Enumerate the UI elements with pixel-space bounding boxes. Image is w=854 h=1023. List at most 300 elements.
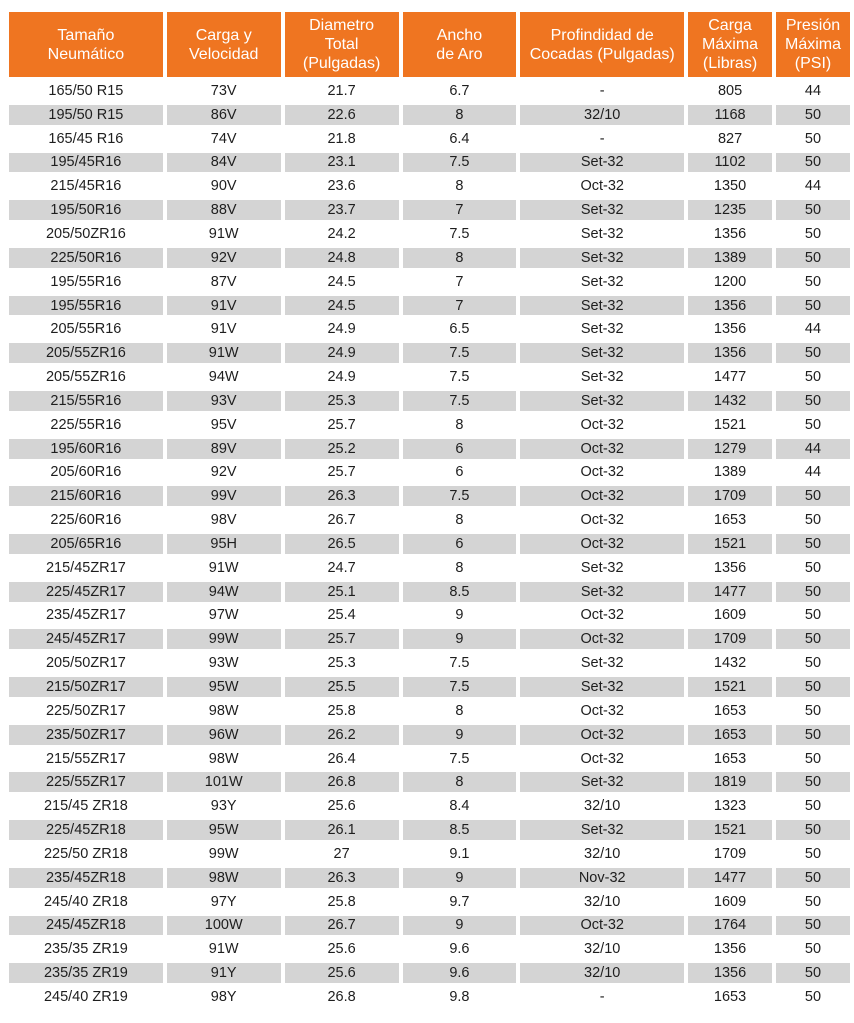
cell-rim-width: 9.6: [403, 963, 517, 983]
cell-diameter: 24.9: [285, 319, 399, 339]
cell-tire-size: 205/50ZR17: [9, 653, 163, 673]
cell-max-pressure: 50: [776, 749, 850, 769]
cell-rim-width: 8.4: [403, 796, 517, 816]
cell-diameter: 25.7: [285, 415, 399, 435]
cell-tread-depth: Set-32: [520, 248, 684, 268]
cell-tread-depth: Oct-32: [520, 510, 684, 530]
cell-rim-width: 8.5: [403, 582, 517, 602]
cell-tire-size: 245/40 ZR18: [9, 892, 163, 912]
cell-tread-depth: 32/10: [520, 105, 684, 125]
cell-max-pressure: 50: [776, 844, 850, 864]
cell-tread-depth: Oct-32: [520, 463, 684, 483]
cell-rim-width: 7: [403, 272, 517, 292]
table-row: [9, 892, 850, 912]
cell-tire-size: 165/50 R15: [9, 81, 163, 101]
cell-load-speed: 91V: [167, 296, 281, 316]
cell-max-load: 1102: [688, 153, 772, 173]
cell-max-pressure: 50: [776, 772, 850, 792]
table-row: [9, 343, 850, 363]
cell-max-load: 1764: [688, 916, 772, 936]
cell-max-pressure: 50: [776, 677, 850, 697]
table-row: [9, 463, 850, 483]
cell-rim-width: 7.5: [403, 653, 517, 673]
cell-load-speed: 91V: [167, 319, 281, 339]
cell-rim-width: 9.6: [403, 939, 517, 959]
cell-tire-size: 205/55R16: [9, 319, 163, 339]
cell-max-pressure: 50: [776, 963, 850, 983]
cell-rim-width: 8.5: [403, 820, 517, 840]
cell-max-pressure: 44: [776, 463, 850, 483]
table-row: [9, 987, 850, 1007]
cell-max-load: 827: [688, 129, 772, 149]
cell-max-pressure: 50: [776, 725, 850, 745]
cell-diameter: 27: [285, 844, 399, 864]
cell-load-speed: 100W: [167, 916, 281, 936]
cell-max-pressure: 50: [776, 796, 850, 816]
table-row: [9, 319, 850, 339]
cell-max-load: 1709: [688, 629, 772, 649]
cell-tire-size: 225/55ZR17: [9, 772, 163, 792]
table-row: [9, 582, 850, 602]
cell-rim-width: 9: [403, 916, 517, 936]
cell-diameter: 25.4: [285, 606, 399, 626]
cell-load-speed: 98W: [167, 749, 281, 769]
cell-tire-size: 195/55R16: [9, 272, 163, 292]
table-row: [9, 749, 850, 769]
cell-load-speed: 94W: [167, 367, 281, 387]
cell-rim-width: 8: [403, 176, 517, 196]
cell-rim-width: 8: [403, 510, 517, 530]
cell-max-load: 1432: [688, 653, 772, 673]
cell-diameter: 24.5: [285, 296, 399, 316]
cell-rim-width: 6.5: [403, 319, 517, 339]
cell-tread-depth: 32/10: [520, 963, 684, 983]
cell-diameter: 26.3: [285, 486, 399, 506]
cell-max-load: 1200: [688, 272, 772, 292]
cell-max-load: 1653: [688, 510, 772, 530]
cell-tire-size: 195/60R16: [9, 439, 163, 459]
header-row: [9, 12, 850, 77]
cell-tire-size: 215/45 ZR18: [9, 796, 163, 816]
cell-rim-width: 9: [403, 629, 517, 649]
table-row: [9, 677, 850, 697]
cell-tire-size: 205/55ZR16: [9, 343, 163, 363]
cell-max-pressure: 50: [776, 653, 850, 673]
cell-tread-depth: Oct-32: [520, 749, 684, 769]
table-body: [9, 81, 850, 1007]
cell-load-speed: 91W: [167, 939, 281, 959]
cell-load-speed: 93V: [167, 391, 281, 411]
cell-diameter: 26.7: [285, 510, 399, 530]
cell-tire-size: 165/45 R16: [9, 129, 163, 149]
cell-load-speed: 87V: [167, 272, 281, 292]
cell-max-pressure: 50: [776, 200, 850, 220]
cell-load-speed: 99V: [167, 486, 281, 506]
table-row: [9, 701, 850, 721]
cell-tread-depth: Set-32: [520, 772, 684, 792]
cell-load-speed: 91W: [167, 343, 281, 363]
cell-max-load: 1653: [688, 701, 772, 721]
cell-max-load: 1389: [688, 248, 772, 268]
cell-tread-depth: Oct-32: [520, 176, 684, 196]
cell-load-speed: 91W: [167, 558, 281, 578]
cell-max-load: 1168: [688, 105, 772, 125]
cell-max-load: 1356: [688, 939, 772, 959]
cell-max-load: 1609: [688, 892, 772, 912]
cell-tread-depth: Set-32: [520, 319, 684, 339]
table-row: [9, 629, 850, 649]
cell-tread-depth: Set-32: [520, 653, 684, 673]
cell-max-pressure: 50: [776, 939, 850, 959]
cell-diameter: 25.8: [285, 701, 399, 721]
cell-max-pressure: 50: [776, 343, 850, 363]
cell-diameter: 25.1: [285, 582, 399, 602]
table-row: [9, 105, 850, 125]
cell-tire-size: 205/50ZR16: [9, 224, 163, 244]
cell-max-pressure: 50: [776, 820, 850, 840]
cell-diameter: 25.6: [285, 939, 399, 959]
cell-rim-width: 6: [403, 534, 517, 554]
cell-max-load: 1350: [688, 176, 772, 196]
cell-diameter: 25.8: [285, 892, 399, 912]
table-row: [9, 248, 850, 268]
cell-max-load: 1356: [688, 319, 772, 339]
cell-max-pressure: 50: [776, 391, 850, 411]
cell-diameter: 24.8: [285, 248, 399, 268]
cell-rim-width: 9.1: [403, 844, 517, 864]
cell-max-pressure: 50: [776, 701, 850, 721]
cell-tread-depth: Oct-32: [520, 439, 684, 459]
cell-rim-width: 7.5: [403, 749, 517, 769]
cell-max-load: 1477: [688, 582, 772, 602]
cell-rim-width: 7.5: [403, 486, 517, 506]
cell-diameter: 25.7: [285, 629, 399, 649]
cell-max-load: 1653: [688, 749, 772, 769]
cell-max-pressure: 50: [776, 510, 850, 530]
cell-max-load: 1279: [688, 439, 772, 459]
cell-max-load: 805: [688, 81, 772, 101]
cell-diameter: 25.6: [285, 796, 399, 816]
cell-tire-size: 215/45ZR17: [9, 558, 163, 578]
cell-diameter: 21.8: [285, 129, 399, 149]
cell-rim-width: 6.4: [403, 129, 517, 149]
cell-max-load: 1356: [688, 558, 772, 578]
cell-max-pressure: 50: [776, 129, 850, 149]
cell-rim-width: 9: [403, 606, 517, 626]
cell-tread-depth: Set-32: [520, 582, 684, 602]
cell-rim-width: 8: [403, 701, 517, 721]
cell-diameter: 26.8: [285, 987, 399, 1007]
cell-tire-size: 195/50 R15: [9, 105, 163, 125]
table-row: [9, 606, 850, 626]
cell-load-speed: 90V: [167, 176, 281, 196]
cell-load-speed: 98W: [167, 701, 281, 721]
cell-load-speed: 97W: [167, 606, 281, 626]
cell-load-speed: 89V: [167, 439, 281, 459]
cell-rim-width: 6.7: [403, 81, 517, 101]
cell-tread-depth: Oct-32: [520, 534, 684, 554]
cell-load-speed: 95W: [167, 677, 281, 697]
cell-tread-depth: Set-32: [520, 200, 684, 220]
cell-diameter: 24.7: [285, 558, 399, 578]
cell-tread-depth: 32/10: [520, 844, 684, 864]
cell-load-speed: 94W: [167, 582, 281, 602]
table-row: [9, 534, 850, 554]
cell-tread-depth: Set-32: [520, 367, 684, 387]
cell-tire-size: 215/55R16: [9, 391, 163, 411]
cell-max-pressure: 50: [776, 272, 850, 292]
table-row: [9, 176, 850, 196]
table-row: [9, 725, 850, 745]
cell-max-pressure: 50: [776, 987, 850, 1007]
table-row: [9, 510, 850, 530]
cell-tread-depth: Set-32: [520, 391, 684, 411]
cell-max-load: 1356: [688, 296, 772, 316]
cell-tread-depth: Oct-32: [520, 725, 684, 745]
cell-max-load: 1477: [688, 367, 772, 387]
cell-max-pressure: 44: [776, 176, 850, 196]
cell-diameter: 25.2: [285, 439, 399, 459]
cell-max-load: 1709: [688, 486, 772, 506]
cell-load-speed: 92V: [167, 463, 281, 483]
cell-load-speed: 88V: [167, 200, 281, 220]
cell-tire-size: 235/50ZR17: [9, 725, 163, 745]
cell-tread-depth: Set-32: [520, 558, 684, 578]
cell-tire-size: 245/45ZR17: [9, 629, 163, 649]
table-row: [9, 224, 850, 244]
cell-tire-size: 245/40 ZR19: [9, 987, 163, 1007]
cell-max-load: 1477: [688, 868, 772, 888]
table-row: [9, 200, 850, 220]
cell-rim-width: 9.8: [403, 987, 517, 1007]
table-row: [9, 844, 850, 864]
cell-diameter: 25.7: [285, 463, 399, 483]
cell-tread-depth: Set-32: [520, 272, 684, 292]
cell-tread-depth: Nov-32: [520, 868, 684, 888]
cell-tread-depth: 32/10: [520, 892, 684, 912]
cell-max-load: 1521: [688, 534, 772, 554]
cell-load-speed: 92V: [167, 248, 281, 268]
cell-diameter: 21.7: [285, 81, 399, 101]
cell-max-pressure: 50: [776, 486, 850, 506]
cell-max-pressure: 50: [776, 248, 850, 268]
cell-load-speed: 74V: [167, 129, 281, 149]
cell-max-pressure: 50: [776, 892, 850, 912]
cell-diameter: 26.2: [285, 725, 399, 745]
cell-max-load: 1653: [688, 987, 772, 1007]
cell-load-speed: 96W: [167, 725, 281, 745]
cell-max-load: 1432: [688, 391, 772, 411]
header-overall-diameter: Diametro Total (Pulgadas): [285, 12, 399, 77]
header-tire-size: Tamaño Neumático: [9, 12, 163, 77]
cell-tread-depth: Set-32: [520, 153, 684, 173]
cell-load-speed: 98V: [167, 510, 281, 530]
cell-tread-depth: Set-32: [520, 343, 684, 363]
cell-diameter: 25.5: [285, 677, 399, 697]
cell-load-speed: 93Y: [167, 796, 281, 816]
table-row: [9, 820, 850, 840]
cell-tire-size: 235/45ZR17: [9, 606, 163, 626]
table-row: [9, 868, 850, 888]
cell-diameter: 24.5: [285, 272, 399, 292]
cell-load-speed: 73V: [167, 81, 281, 101]
table-row: [9, 939, 850, 959]
cell-rim-width: 7.5: [403, 367, 517, 387]
cell-tire-size: 215/55ZR17: [9, 749, 163, 769]
cell-diameter: 23.7: [285, 200, 399, 220]
cell-tread-depth: Oct-32: [520, 701, 684, 721]
cell-tread-depth: Set-32: [520, 224, 684, 244]
cell-max-pressure: 44: [776, 319, 850, 339]
cell-tread-depth: Oct-32: [520, 415, 684, 435]
cell-max-load: 1356: [688, 224, 772, 244]
cell-diameter: 25.3: [285, 391, 399, 411]
cell-load-speed: 95H: [167, 534, 281, 554]
cell-load-speed: 98W: [167, 868, 281, 888]
cell-tread-depth: -: [520, 129, 684, 149]
cell-tire-size: 215/60R16: [9, 486, 163, 506]
cell-rim-width: 7.5: [403, 343, 517, 363]
cell-max-pressure: 44: [776, 439, 850, 459]
cell-max-pressure: 50: [776, 534, 850, 554]
cell-max-load: 1323: [688, 796, 772, 816]
cell-load-speed: 84V: [167, 153, 281, 173]
table-row: [9, 558, 850, 578]
cell-tire-size: 205/55ZR16: [9, 367, 163, 387]
cell-tread-depth: Oct-32: [520, 606, 684, 626]
cell-max-load: 1389: [688, 463, 772, 483]
cell-max-load: 1521: [688, 415, 772, 435]
cell-load-speed: 98Y: [167, 987, 281, 1007]
cell-max-load: 1521: [688, 677, 772, 697]
cell-tread-depth: Set-32: [520, 820, 684, 840]
cell-max-load: 1653: [688, 725, 772, 745]
cell-tread-depth: Oct-32: [520, 629, 684, 649]
cell-rim-width: 8: [403, 248, 517, 268]
cell-tire-size: 245/45ZR18: [9, 916, 163, 936]
cell-max-pressure: 50: [776, 296, 850, 316]
cell-diameter: 23.1: [285, 153, 399, 173]
table-row: [9, 486, 850, 506]
table-row: [9, 153, 850, 173]
cell-diameter: 26.3: [285, 868, 399, 888]
cell-diameter: 26.8: [285, 772, 399, 792]
cell-max-pressure: 44: [776, 81, 850, 101]
table-row: [9, 963, 850, 983]
cell-tire-size: 225/55R16: [9, 415, 163, 435]
cell-rim-width: 8: [403, 558, 517, 578]
cell-max-pressure: 50: [776, 153, 850, 173]
cell-max-load: 1819: [688, 772, 772, 792]
cell-tire-size: 235/35 ZR19: [9, 963, 163, 983]
cell-diameter: 26.7: [285, 916, 399, 936]
cell-tire-size: 235/45ZR18: [9, 868, 163, 888]
cell-tire-size: 205/60R16: [9, 463, 163, 483]
cell-load-speed: 86V: [167, 105, 281, 125]
cell-load-speed: 101W: [167, 772, 281, 792]
cell-max-load: 1609: [688, 606, 772, 626]
cell-max-pressure: 50: [776, 868, 850, 888]
cell-tread-depth: -: [520, 987, 684, 1007]
cell-diameter: 25.3: [285, 653, 399, 673]
cell-max-pressure: 50: [776, 582, 850, 602]
header-max-load: Carga Máxima (Libras): [688, 12, 772, 77]
cell-max-pressure: 50: [776, 367, 850, 387]
cell-load-speed: 95V: [167, 415, 281, 435]
table-row: [9, 916, 850, 936]
cell-rim-width: 7.5: [403, 153, 517, 173]
cell-max-pressure: 50: [776, 415, 850, 435]
cell-tire-size: 225/45ZR17: [9, 582, 163, 602]
cell-diameter: 26.1: [285, 820, 399, 840]
cell-max-load: 1356: [688, 963, 772, 983]
cell-rim-width: 7.5: [403, 677, 517, 697]
cell-diameter: 24.9: [285, 343, 399, 363]
table-row: [9, 296, 850, 316]
cell-tire-size: 225/50 ZR18: [9, 844, 163, 864]
table-row: [9, 415, 850, 435]
cell-rim-width: 7: [403, 296, 517, 316]
cell-tire-size: 195/50R16: [9, 200, 163, 220]
cell-load-speed: 95W: [167, 820, 281, 840]
cell-max-load: 1235: [688, 200, 772, 220]
cell-load-speed: 91Y: [167, 963, 281, 983]
table-row: [9, 439, 850, 459]
cell-tire-size: 225/50R16: [9, 248, 163, 268]
cell-rim-width: 7.5: [403, 224, 517, 244]
cell-diameter: 22.6: [285, 105, 399, 125]
cell-diameter: 26.5: [285, 534, 399, 554]
cell-load-speed: 99W: [167, 844, 281, 864]
cell-diameter: 23.6: [285, 176, 399, 196]
cell-rim-width: 8: [403, 415, 517, 435]
cell-rim-width: 9: [403, 868, 517, 888]
cell-tread-depth: 32/10: [520, 939, 684, 959]
cell-max-load: 1709: [688, 844, 772, 864]
cell-tire-size: 225/60R16: [9, 510, 163, 530]
header-load-speed: Carga y Velocidad: [167, 12, 281, 77]
table-row: [9, 796, 850, 816]
cell-max-pressure: 50: [776, 558, 850, 578]
cell-tire-size: 195/55R16: [9, 296, 163, 316]
table-row: [9, 81, 850, 101]
cell-diameter: 26.4: [285, 749, 399, 769]
table-row: [9, 272, 850, 292]
header-max-pressure: Presión Máxima (PSI): [776, 12, 850, 77]
cell-load-speed: 97Y: [167, 892, 281, 912]
cell-diameter: 24.9: [285, 367, 399, 387]
cell-tread-depth: -: [520, 81, 684, 101]
cell-max-pressure: 50: [776, 224, 850, 244]
cell-tire-size: 225/50ZR17: [9, 701, 163, 721]
cell-rim-width: 9.7: [403, 892, 517, 912]
table-row: [9, 653, 850, 673]
cell-max-load: 1521: [688, 820, 772, 840]
cell-diameter: 24.2: [285, 224, 399, 244]
cell-tread-depth: Oct-32: [520, 486, 684, 506]
cell-max-pressure: 50: [776, 606, 850, 626]
cell-max-pressure: 50: [776, 629, 850, 649]
cell-tread-depth: 32/10: [520, 796, 684, 816]
table-row: [9, 772, 850, 792]
cell-load-speed: 93W: [167, 653, 281, 673]
cell-tire-size: 195/45R16: [9, 153, 163, 173]
cell-rim-width: 6: [403, 439, 517, 459]
header-tread-depth: Profindidad de Cocadas (Pulgadas): [520, 12, 684, 77]
tire-specs-table: [5, 8, 854, 1011]
cell-rim-width: 8: [403, 772, 517, 792]
cell-load-speed: 91W: [167, 224, 281, 244]
